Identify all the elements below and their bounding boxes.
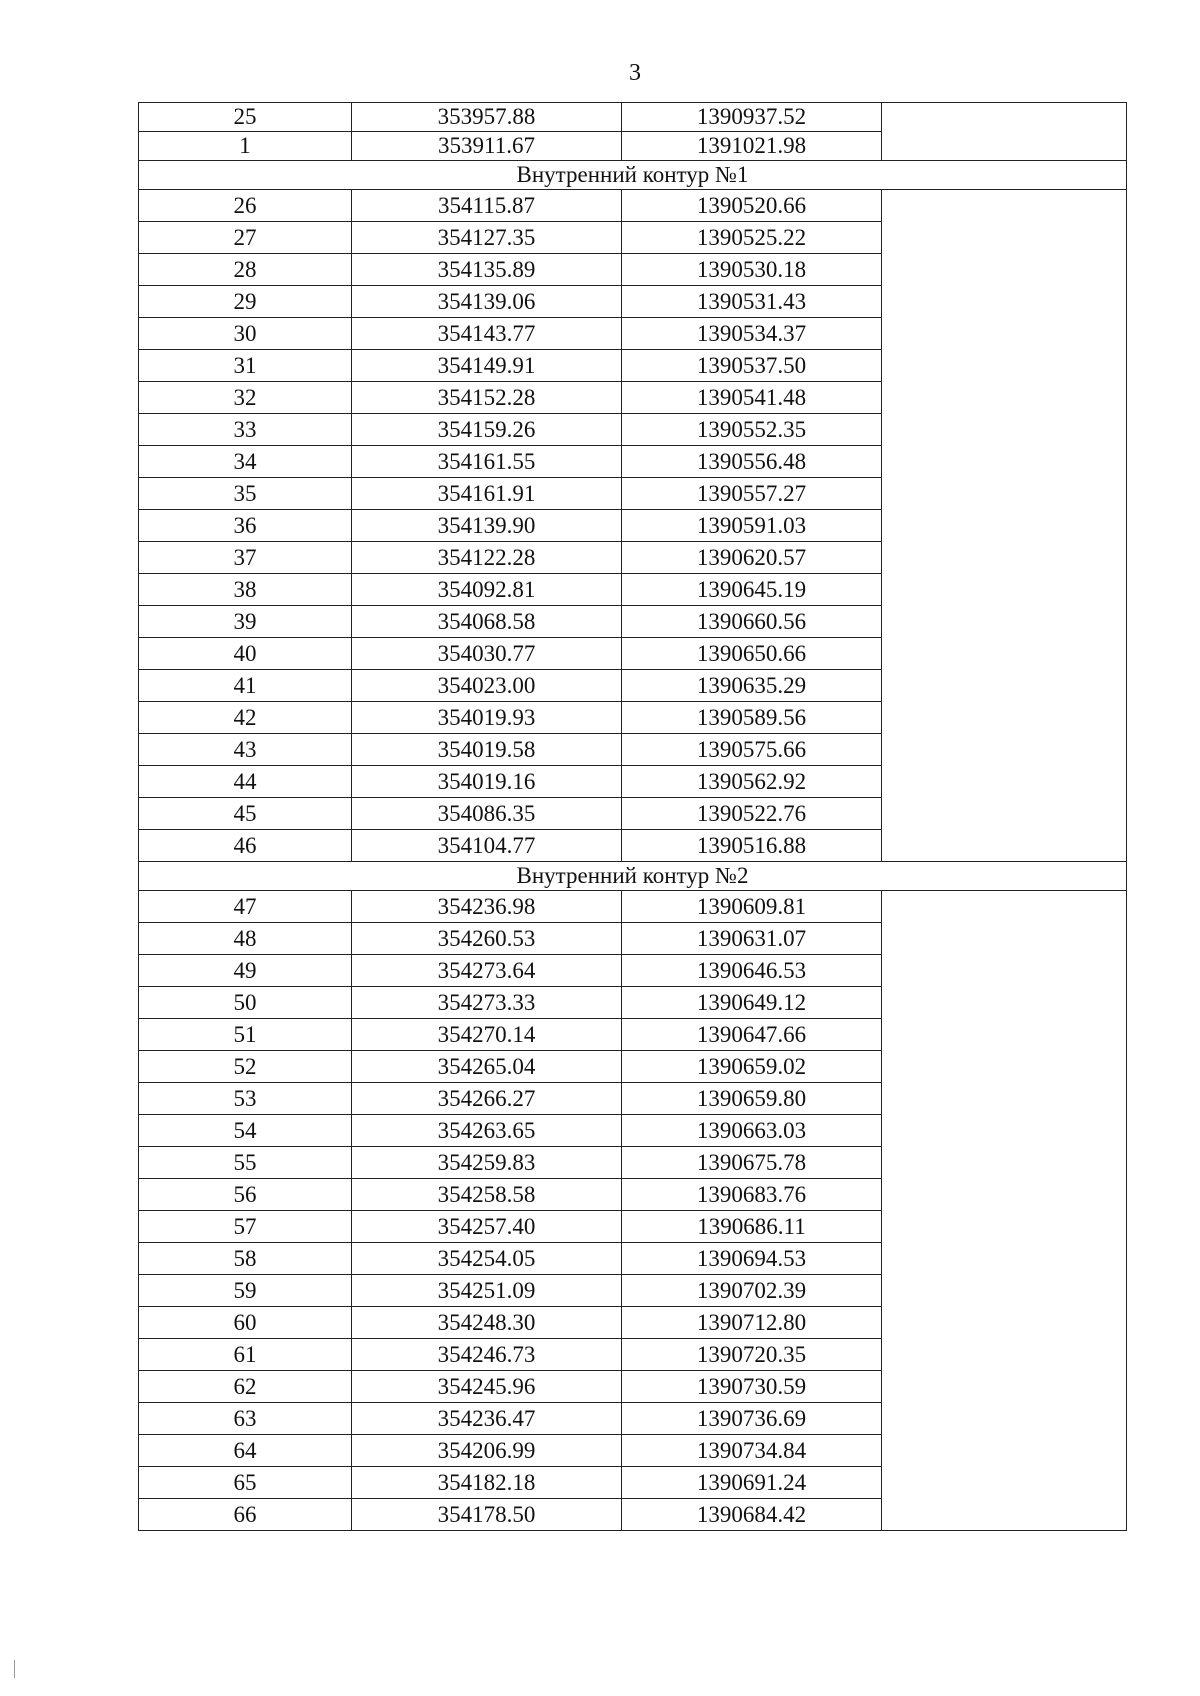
- point-number-cell: 41: [139, 670, 352, 702]
- table-row: [139, 734, 1127, 766]
- x-coordinate-cell: 354258.58: [352, 1179, 622, 1211]
- x-coordinate-cell: 354246.73: [352, 1339, 622, 1371]
- y-coordinate-cell: 1390525.22: [622, 222, 882, 254]
- empty-note-cell: [882, 606, 1127, 638]
- y-coordinate-cell: 1390609.81: [622, 891, 882, 923]
- table-row: [139, 190, 1127, 222]
- y-coordinate-cell: 1390736.69: [622, 1403, 882, 1435]
- empty-note-cell: [882, 987, 1127, 1019]
- empty-note-cell: [882, 1307, 1127, 1339]
- y-coordinate-cell: 1390659.02: [622, 1051, 882, 1083]
- x-coordinate-cell: 354068.58: [352, 606, 622, 638]
- y-coordinate-cell: 1390660.56: [622, 606, 882, 638]
- point-number-cell: 63: [139, 1403, 352, 1435]
- point-number-cell: 43: [139, 734, 352, 766]
- y-coordinate-cell: 1390522.76: [622, 798, 882, 830]
- y-coordinate-cell: 1390589.56: [622, 702, 882, 734]
- point-number-cell: 39: [139, 606, 352, 638]
- table-row: [139, 798, 1127, 830]
- empty-note-cell: [882, 318, 1127, 350]
- empty-note-cell: [882, 798, 1127, 830]
- y-coordinate-cell: 1390702.39: [622, 1275, 882, 1307]
- empty-note-cell: [882, 350, 1127, 382]
- empty-note-cell: [882, 1147, 1127, 1179]
- point-number-cell: 51: [139, 1019, 352, 1051]
- x-coordinate-cell: 354152.28: [352, 382, 622, 414]
- empty-note-cell: [882, 1371, 1127, 1403]
- point-number-cell: 64: [139, 1435, 352, 1467]
- x-coordinate-cell: 354182.18: [352, 1467, 622, 1499]
- point-number-cell: 1: [139, 132, 352, 161]
- table-row: [139, 574, 1127, 606]
- x-coordinate-cell: 354236.47: [352, 1403, 622, 1435]
- point-number-cell: 45: [139, 798, 352, 830]
- y-coordinate-cell: 1390650.66: [622, 638, 882, 670]
- empty-note-cell: [882, 734, 1127, 766]
- section-title: Внутренний контур №1: [139, 161, 1127, 190]
- x-coordinate-cell: 354265.04: [352, 1051, 622, 1083]
- x-coordinate-cell: 354273.64: [352, 955, 622, 987]
- x-coordinate-cell: 354266.27: [352, 1083, 622, 1115]
- empty-note-cell: [882, 1211, 1127, 1243]
- empty-note-cell: [882, 1435, 1127, 1467]
- x-coordinate-cell: 354122.28: [352, 542, 622, 574]
- x-coordinate-cell: 354135.89: [352, 254, 622, 286]
- y-coordinate-cell: 1390620.57: [622, 542, 882, 574]
- x-coordinate-cell: 354273.33: [352, 987, 622, 1019]
- x-coordinate-cell: 354236.98: [352, 891, 622, 923]
- table-row: [139, 1179, 1127, 1211]
- table-row: [139, 606, 1127, 638]
- y-coordinate-cell: 1390646.53: [622, 955, 882, 987]
- y-coordinate-cell: 1390675.78: [622, 1147, 882, 1179]
- empty-note-cell: [882, 478, 1127, 510]
- table-row: [139, 1339, 1127, 1371]
- empty-note-cell: [882, 955, 1127, 987]
- y-coordinate-cell: 1390635.29: [622, 670, 882, 702]
- point-number-cell: 31: [139, 350, 352, 382]
- x-coordinate-cell: 354259.83: [352, 1147, 622, 1179]
- table-row: [139, 132, 1127, 161]
- y-coordinate-cell: 1390734.84: [622, 1435, 882, 1467]
- table-row: [139, 1403, 1127, 1435]
- point-number-cell: 27: [139, 222, 352, 254]
- y-coordinate-cell: 1390530.18: [622, 254, 882, 286]
- y-coordinate-cell: 1390647.66: [622, 1019, 882, 1051]
- empty-note-cell: [882, 286, 1127, 318]
- y-coordinate-cell: 1390531.43: [622, 286, 882, 318]
- x-coordinate-cell: 354161.55: [352, 446, 622, 478]
- x-coordinate-cell: 354260.53: [352, 923, 622, 955]
- point-number-cell: 30: [139, 318, 352, 350]
- x-coordinate-cell: 354104.77: [352, 830, 622, 862]
- point-number-cell: 65: [139, 1467, 352, 1499]
- y-coordinate-cell: 1390712.80: [622, 1307, 882, 1339]
- section-header-row: [139, 862, 1127, 891]
- scan-margin-mark: [14, 1660, 16, 1678]
- empty-note-cell: [882, 766, 1127, 798]
- point-number-cell: 42: [139, 702, 352, 734]
- x-coordinate-cell: 354139.06: [352, 286, 622, 318]
- y-coordinate-cell: 1390591.03: [622, 510, 882, 542]
- empty-note-cell: [882, 1019, 1127, 1051]
- point-number-cell: 59: [139, 1275, 352, 1307]
- x-coordinate-cell: 354270.14: [352, 1019, 622, 1051]
- x-coordinate-cell: 354127.35: [352, 222, 622, 254]
- x-coordinate-cell: 354159.26: [352, 414, 622, 446]
- section-header-row: [139, 161, 1127, 190]
- point-number-cell: 60: [139, 1307, 352, 1339]
- x-coordinate-cell: 354019.16: [352, 766, 622, 798]
- table-row: [139, 1275, 1127, 1307]
- x-coordinate-cell: 354161.91: [352, 478, 622, 510]
- table-row: [139, 103, 1127, 132]
- point-number-cell: 49: [139, 955, 352, 987]
- y-coordinate-cell: 1390537.50: [622, 350, 882, 382]
- y-coordinate-cell: 1390730.59: [622, 1371, 882, 1403]
- table-row: [139, 446, 1127, 478]
- point-number-cell: 47: [139, 891, 352, 923]
- y-coordinate-cell: 1390720.35: [622, 1339, 882, 1371]
- point-number-cell: 50: [139, 987, 352, 1019]
- x-coordinate-cell: 354143.77: [352, 318, 622, 350]
- y-coordinate-cell: 1390659.80: [622, 1083, 882, 1115]
- x-coordinate-cell: 354115.87: [352, 190, 622, 222]
- x-coordinate-cell: 354030.77: [352, 638, 622, 670]
- table-row: [139, 286, 1127, 318]
- y-coordinate-cell: 1390631.07: [622, 923, 882, 955]
- point-number-cell: 62: [139, 1371, 352, 1403]
- point-number-cell: 34: [139, 446, 352, 478]
- y-coordinate-cell: 1390516.88: [622, 830, 882, 862]
- empty-note-cell: [882, 638, 1127, 670]
- x-coordinate-cell: 354092.81: [352, 574, 622, 606]
- empty-note-cell: [882, 254, 1127, 286]
- y-coordinate-cell: 1390649.12: [622, 987, 882, 1019]
- point-number-cell: 53: [139, 1083, 352, 1115]
- table-row: [139, 1243, 1127, 1275]
- point-number-cell: 44: [139, 766, 352, 798]
- empty-note-cell: [882, 1403, 1127, 1435]
- x-coordinate-cell: 354257.40: [352, 1211, 622, 1243]
- empty-note-cell: [882, 1243, 1127, 1275]
- point-number-cell: 38: [139, 574, 352, 606]
- table-row: [139, 955, 1127, 987]
- x-coordinate-cell: 354254.05: [352, 1243, 622, 1275]
- empty-note-cell: [882, 923, 1127, 955]
- point-number-cell: 29: [139, 286, 352, 318]
- y-coordinate-cell: 1390575.66: [622, 734, 882, 766]
- empty-note-cell: [882, 382, 1127, 414]
- y-coordinate-cell: 1390557.27: [622, 478, 882, 510]
- x-coordinate-cell: 354245.96: [352, 1371, 622, 1403]
- y-coordinate-cell: 1390694.53: [622, 1243, 882, 1275]
- x-coordinate-cell: 354206.99: [352, 1435, 622, 1467]
- point-number-cell: 46: [139, 830, 352, 862]
- table-row: [139, 1019, 1127, 1051]
- empty-note-cell: [882, 446, 1127, 478]
- x-coordinate-cell: 354149.91: [352, 350, 622, 382]
- table-row: [139, 670, 1127, 702]
- x-coordinate-cell: 354139.90: [352, 510, 622, 542]
- table-row: [139, 1499, 1127, 1531]
- empty-note-cell: [882, 1499, 1127, 1531]
- point-number-cell: 58: [139, 1243, 352, 1275]
- x-coordinate-cell: 354251.09: [352, 1275, 622, 1307]
- y-coordinate-cell: 1390552.35: [622, 414, 882, 446]
- table-row: [139, 478, 1127, 510]
- point-number-cell: 55: [139, 1147, 352, 1179]
- point-number-cell: 33: [139, 414, 352, 446]
- table-row: [139, 1435, 1127, 1467]
- table-row: [139, 1083, 1127, 1115]
- table-row: [139, 1371, 1127, 1403]
- empty-note-cell: [882, 1083, 1127, 1115]
- y-coordinate-cell: 1390683.76: [622, 1179, 882, 1211]
- empty-note-cell: [882, 702, 1127, 734]
- empty-note-cell: [882, 222, 1127, 254]
- empty-note-cell: [882, 132, 1127, 161]
- x-coordinate-cell: 354178.50: [352, 1499, 622, 1531]
- x-coordinate-cell: 354263.65: [352, 1115, 622, 1147]
- point-number-cell: 61: [139, 1339, 352, 1371]
- empty-note-cell: [882, 1115, 1127, 1147]
- x-coordinate-cell: 354019.93: [352, 702, 622, 734]
- table-row: [139, 987, 1127, 1019]
- point-number-cell: 40: [139, 638, 352, 670]
- y-coordinate-cell: 1390534.37: [622, 318, 882, 350]
- empty-note-cell: [882, 830, 1127, 862]
- empty-note-cell: [882, 891, 1127, 923]
- point-number-cell: 37: [139, 542, 352, 574]
- x-coordinate-cell: 354023.00: [352, 670, 622, 702]
- table-row: [139, 1307, 1127, 1339]
- table-row: [139, 702, 1127, 734]
- point-number-cell: 32: [139, 382, 352, 414]
- point-number-cell: 35: [139, 478, 352, 510]
- empty-note-cell: [882, 1051, 1127, 1083]
- point-number-cell: 36: [139, 510, 352, 542]
- table-row: [139, 1051, 1127, 1083]
- table-row: [139, 222, 1127, 254]
- empty-note-cell: [882, 542, 1127, 574]
- y-coordinate-cell: 1390645.19: [622, 574, 882, 606]
- table-row: [139, 1211, 1127, 1243]
- point-number-cell: 26: [139, 190, 352, 222]
- x-coordinate-cell: 353957.88: [352, 103, 622, 132]
- point-number-cell: 66: [139, 1499, 352, 1531]
- table-row: [139, 638, 1127, 670]
- point-number-cell: 54: [139, 1115, 352, 1147]
- y-coordinate-cell: 1390562.92: [622, 766, 882, 798]
- x-coordinate-cell: 354248.30: [352, 1307, 622, 1339]
- y-coordinate-cell: 1390937.52: [622, 103, 882, 132]
- point-number-cell: 52: [139, 1051, 352, 1083]
- table-row: [139, 1467, 1127, 1499]
- y-coordinate-cell: 1390684.42: [622, 1499, 882, 1531]
- table-row: [139, 542, 1127, 574]
- table-row: [139, 891, 1127, 923]
- table-row: [139, 766, 1127, 798]
- empty-note-cell: [882, 670, 1127, 702]
- y-coordinate-cell: 1390663.03: [622, 1115, 882, 1147]
- coordinates-table-body: [139, 103, 1127, 1531]
- table-row: [139, 350, 1127, 382]
- table-row: [139, 318, 1127, 350]
- table-row: [139, 254, 1127, 286]
- point-number-cell: 28: [139, 254, 352, 286]
- empty-note-cell: [882, 414, 1127, 446]
- empty-note-cell: [882, 1179, 1127, 1211]
- table-row: [139, 830, 1127, 862]
- empty-note-cell: [882, 1467, 1127, 1499]
- x-coordinate-cell: 353911.67: [352, 132, 622, 161]
- table-row: [139, 510, 1127, 542]
- y-coordinate-cell: 1390520.66: [622, 190, 882, 222]
- empty-note-cell: [882, 190, 1127, 222]
- table-row: [139, 923, 1127, 955]
- y-coordinate-cell: 1391021.98: [622, 132, 882, 161]
- empty-note-cell: [882, 103, 1127, 132]
- coordinates-table: [138, 102, 1127, 1531]
- empty-note-cell: [882, 510, 1127, 542]
- point-number-cell: 56: [139, 1179, 352, 1211]
- point-number-cell: 25: [139, 103, 352, 132]
- point-number-cell: 57: [139, 1211, 352, 1243]
- x-coordinate-cell: 354019.58: [352, 734, 622, 766]
- table-row: [139, 414, 1127, 446]
- point-number-cell: 48: [139, 923, 352, 955]
- y-coordinate-cell: 1390541.48: [622, 382, 882, 414]
- y-coordinate-cell: 1390556.48: [622, 446, 882, 478]
- y-coordinate-cell: 1390691.24: [622, 1467, 882, 1499]
- empty-note-cell: [882, 574, 1127, 606]
- y-coordinate-cell: 1390686.11: [622, 1211, 882, 1243]
- empty-note-cell: [882, 1275, 1127, 1307]
- section-title: Внутренний контур №2: [139, 862, 1127, 891]
- table-row: [139, 382, 1127, 414]
- page-number: 3: [629, 60, 641, 86]
- x-coordinate-cell: 354086.35: [352, 798, 622, 830]
- table-row: [139, 1147, 1127, 1179]
- table-row: [139, 1115, 1127, 1147]
- empty-note-cell: [882, 1339, 1127, 1371]
